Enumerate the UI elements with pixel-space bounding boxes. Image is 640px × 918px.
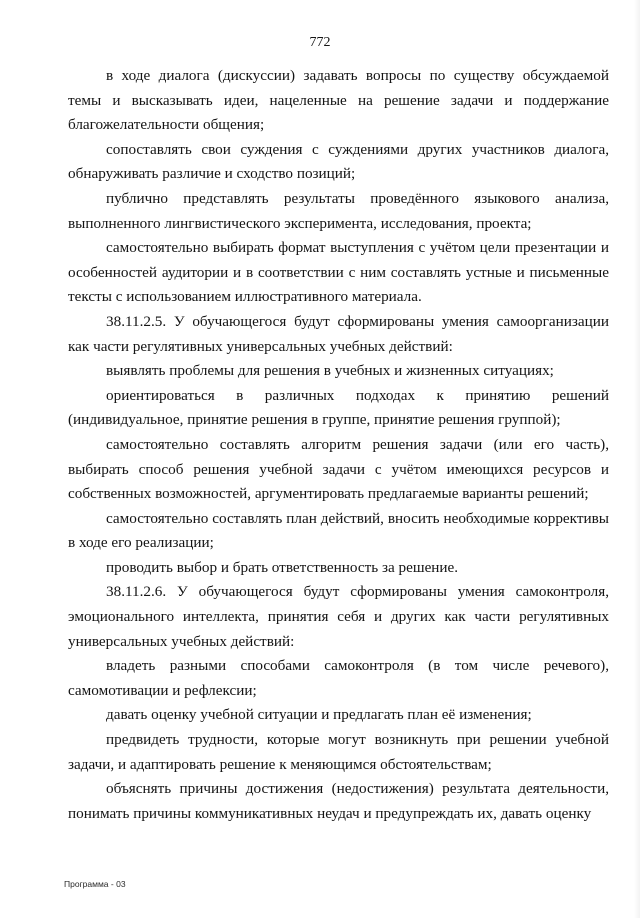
paragraph-assess-situation: давать оценку учебной ситуации и предлагать план её изменения; [106, 706, 532, 724]
paragraph-present-results: публично представлять результаты проведённого языкового анализа, выполненного лингвистического эксперимента, исследования, проекта; [68, 189, 609, 232]
paragraph-choose-format: самостоятельно выбирать формат выступления с учётом цели презентации и особенностей аудитории и в соответствии с ним составлять устные и письменные тексты с использованием иллюстративного материала. [68, 239, 609, 306]
paragraph-action-plan: самостоятельно составлять план действий, вносить необходимые коррективы в ходе его реализации; [68, 509, 609, 552]
paragraph-responsibility: проводить выбор и брать ответственность за решение. [106, 558, 459, 576]
paragraph-self-control-methods: владеть разными способами самоконтроля (в том числе речевого), самомотивации и рефлексии; [68, 657, 609, 699]
paragraph-algorithm: самостоятельно составлять алгоритм решения задачи (или его часть), выбирать способ решения учебной задачи с учётом имеющихся ресурсов и собственных возможностей, аргументировать предлагаемые варианты решений; [68, 435, 609, 503]
page-edge-shadow [634, 0, 640, 918]
paragraph-foresee-difficulties: предвидеть трудности, которые могут возникнуть при решении учебной задачи, и адаптировать решение к меняющимся обстоятельствам; [68, 731, 609, 773]
footer-program-label: Программа - 03 [64, 879, 126, 889]
document-body [68, 64, 609, 826]
paragraph-compare-judgments: сопоставлять свои суждения с суждениями других участников диалога, обнаруживать различие и сходство позиций; [68, 140, 609, 183]
page-number: 772 [309, 35, 331, 50]
paragraph-explain-reasons: объяснять причины достижения (недостижения) результата деятельности, понимать причины коммуникативных неудач и предупреждать их, давать оценку [68, 780, 609, 822]
paragraph-identify-problems: выявлять проблемы для решения в учебных и жизненных ситуациях; [106, 362, 554, 380]
paragraph-decision-approaches: ориентироваться в различных подходах к принятию решений (индивидуальное, принятие решения в группе, принятие решения группой); [68, 386, 609, 429]
paragraph-dialog-questions: в ходе диалога (дискуссии) задавать вопросы по существу обсуждаемой темы и высказывать идеи, нацеленные на решение задачи и поддержание благожелательности общения; [68, 67, 609, 134]
section-heading-self-control: 38.11.2.6. У обучающегося будут сформированы умения самоконтроля, эмоционального интеллекта, принятия себя и других как части регулятивных универсальных учебных действий: [68, 583, 609, 650]
section-heading-self-organization: 38.11.2.5. У обучающегося будут сформированы умения самоорганизации как части регулятивных универсальных учебных действий: [68, 312, 609, 355]
